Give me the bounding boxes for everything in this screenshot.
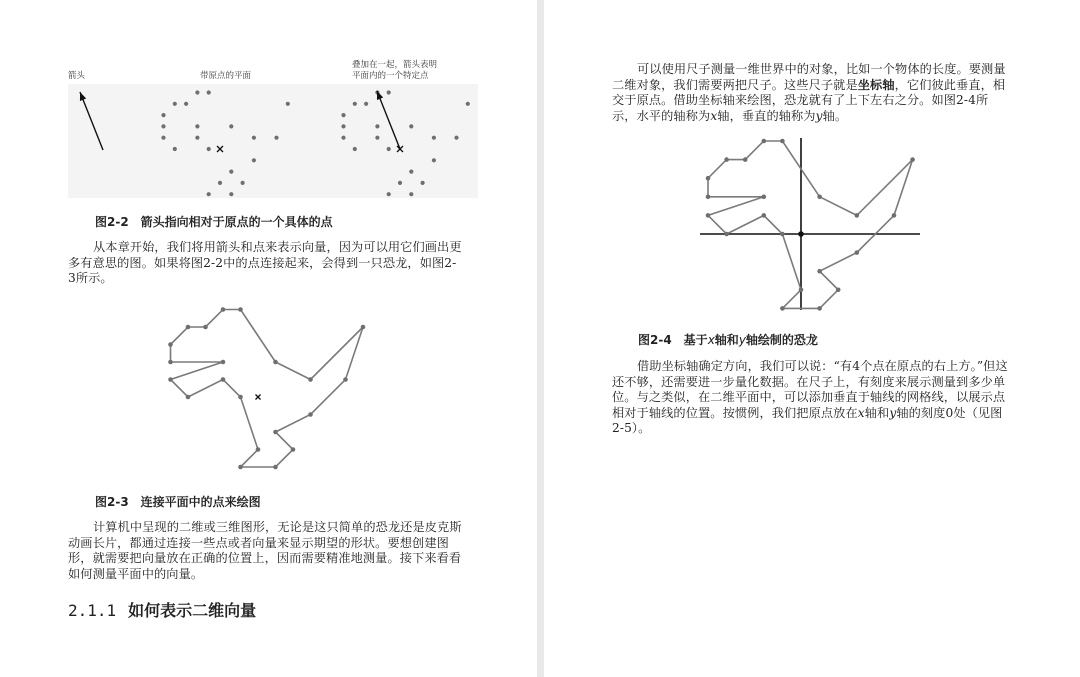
- dino-point: [432, 158, 436, 162]
- fig22-label-overlay-line2: 平面内的一个特定点: [352, 71, 429, 81]
- fig22-label-arrow: 箭头: [68, 71, 86, 81]
- dino-outline: [708, 141, 913, 308]
- fig24-caption-b: 轴和: [714, 333, 739, 347]
- dino-point: [168, 342, 173, 347]
- dino-point: [238, 307, 243, 312]
- dino-point: [387, 192, 391, 196]
- right-p1-part-d: 轴。: [822, 108, 848, 123]
- dino-point: [762, 139, 767, 144]
- left-paragraph-2-text: 计算机中呈现的二维或三维图形，无论是这只简单的恐龙还是皮克斯动画长片，都通过连接一些点或者向量来显示期望的形状。要想创建图形，就需要把向量放在正确的位置上，因而需要精准地测量。接下来看看如何测量平面中的向量。: [68, 520, 462, 581]
- dino-point: [341, 136, 345, 140]
- fig24-caption-x: x: [707, 333, 715, 347]
- dino-point: [195, 136, 199, 140]
- dino-point: [168, 360, 173, 365]
- right-p1-bold-term: 坐标轴: [857, 77, 895, 92]
- dino-point: [238, 395, 243, 400]
- dino-point: [207, 192, 211, 196]
- right-p1-part-c: 轴，垂直的轴称为: [717, 108, 816, 123]
- dino-point: [308, 412, 313, 417]
- dino-point: [173, 102, 177, 106]
- right-p2-part-b: 轴和: [864, 405, 890, 420]
- fig22-drawing: [68, 84, 478, 198]
- dino-point: [706, 195, 711, 200]
- fig22-label-overlay: [352, 60, 437, 82]
- dino-point: [161, 124, 165, 128]
- fig22-background: [68, 84, 478, 198]
- dino-point: [780, 139, 785, 144]
- dino-point: [161, 136, 165, 140]
- dino-point: [221, 377, 226, 382]
- dino-point: [432, 136, 436, 140]
- dino-point: [186, 395, 191, 400]
- dino-point: [762, 213, 767, 218]
- dino-point: [454, 136, 458, 140]
- dino-point: [817, 306, 822, 311]
- dino-point: [241, 181, 245, 185]
- dino-point: [168, 377, 173, 382]
- right-p1-part-b: ，它们彼此垂直，相交于原点。借助坐标轴来绘图，恐龙就有了上下左右之分。如图2-4所示，水平的轴称为: [612, 77, 1006, 123]
- dino-point: [387, 90, 391, 94]
- dino-point: [353, 102, 357, 106]
- dino-point: [780, 306, 785, 311]
- dino-point: [409, 170, 413, 174]
- left-paragraph-1-text: 从本章开始，我们将用箭头和点来表示向量，因为可以用它们画出更多有意思的图。如果将图2-2中的点连接起来，会得到一只恐龙，如图2-3所示。: [68, 240, 462, 286]
- dino-point: [184, 102, 188, 106]
- dino-point: [221, 360, 226, 365]
- dino-point: [229, 124, 233, 128]
- fig22-caption: 图2-2 箭头指向相对于原点的一个具体的点: [95, 215, 333, 229]
- dino-point: [274, 136, 278, 140]
- dino-point: [186, 325, 191, 330]
- dino-point: [387, 147, 391, 151]
- dino-point: [229, 192, 233, 196]
- dino-point: [706, 213, 711, 218]
- dino-point: [308, 377, 313, 382]
- dino-point: [341, 124, 345, 128]
- dino-point: [724, 232, 729, 237]
- dino-point: [375, 136, 379, 140]
- right-p2-part-c: 轴的刻度0处（见图2-5）。: [612, 405, 1003, 436]
- dino-point: [421, 181, 425, 185]
- section-number: 2.1.1: [68, 601, 117, 620]
- dino-point: [817, 195, 822, 200]
- dino-point: [855, 213, 860, 218]
- dino-point: [799, 288, 804, 293]
- left-paragraph-1: [68, 240, 464, 287]
- right-p1-y-var: y: [815, 108, 823, 123]
- right-page: [544, 0, 1080, 677]
- right-paragraph-1: [612, 62, 1008, 124]
- dino-point: [361, 325, 366, 330]
- right-p1-part-a: 可以使用尺子测量一维世界中的对象，比如一个物体的长度。要测量二维对象，我们需要两把尺子。这些尺子就是: [612, 62, 1006, 92]
- dino-point: [173, 147, 177, 151]
- dino-point: [256, 447, 261, 452]
- dino-point: [273, 465, 278, 470]
- left-page: [0, 0, 537, 677]
- dino-point: [353, 147, 357, 151]
- right-paragraph-2: [612, 359, 1008, 437]
- dino-point: [466, 102, 470, 106]
- dino-point: [252, 136, 256, 140]
- dino-point: [207, 147, 211, 151]
- dino-point: [229, 170, 233, 174]
- dino-point: [724, 157, 729, 162]
- right-p2-part-a: 借助坐标轴确定方向，我们可以说：“有4个点在原点的右上方。”但这还不够，还需要进一步量化数据。在尺子上，有刻度来展示测量到多少单位。与之类似，在二维平面中，可以添加垂直于轴线的网格线，以展示点相对于轴线的位置。按惯例，我们把原点放在: [612, 359, 1008, 420]
- dino-point: [409, 124, 413, 128]
- dino-point: [706, 176, 711, 181]
- right-p2-y-var: y: [889, 405, 897, 420]
- section-title: 如何表示二维向量: [128, 601, 257, 620]
- dino-point: [892, 213, 897, 218]
- dino-point: [341, 113, 345, 117]
- dino-point: [364, 102, 368, 106]
- dino-outline: [171, 310, 364, 468]
- fig24-caption-c: 轴绘制的恐龙: [745, 333, 818, 347]
- dino-point: [343, 377, 348, 382]
- dino-point: [221, 307, 226, 312]
- dino-point: [207, 90, 211, 94]
- dino-point: [780, 232, 785, 237]
- dino-point: [273, 430, 278, 435]
- fig24-caption: [638, 331, 818, 348]
- section-heading: [68, 598, 256, 621]
- right-p2-x-var: x: [857, 405, 865, 420]
- origin-point: [798, 231, 804, 237]
- fig24-drawing: [694, 130, 934, 320]
- dino-point: [398, 181, 402, 185]
- dino-point: [817, 269, 822, 274]
- left-paragraph-2: [68, 520, 464, 582]
- dino-point: [375, 124, 379, 128]
- fig24-caption-y: y: [738, 333, 746, 347]
- dino-point: [273, 360, 278, 365]
- dino-point: [286, 102, 290, 106]
- dino-point: [855, 250, 860, 255]
- dino-point: [836, 288, 841, 293]
- dino-point: [743, 157, 748, 162]
- dino-point: [161, 113, 165, 117]
- fig23-caption: 图2-3 连接平面中的点来绘图: [95, 495, 261, 509]
- fig22-label-plane: 带原点的平面: [200, 71, 252, 81]
- dino-point: [218, 181, 222, 185]
- dino-point: [252, 158, 256, 162]
- fig24-caption-a: 图2-4 基于: [638, 333, 708, 347]
- fig23-drawing: [155, 313, 385, 473]
- dino-point: [291, 447, 296, 452]
- dino-point: [238, 465, 243, 470]
- dino-point: [910, 157, 915, 162]
- dino-point: [409, 192, 413, 196]
- dino-point: [195, 90, 199, 94]
- fig22-label-overlay-line1: 叠加在一起，箭头表明: [352, 60, 438, 70]
- dino-point: [195, 124, 199, 128]
- right-p1-x-var: x: [710, 108, 718, 123]
- dino-point: [762, 195, 767, 200]
- dino-point: [203, 325, 208, 330]
